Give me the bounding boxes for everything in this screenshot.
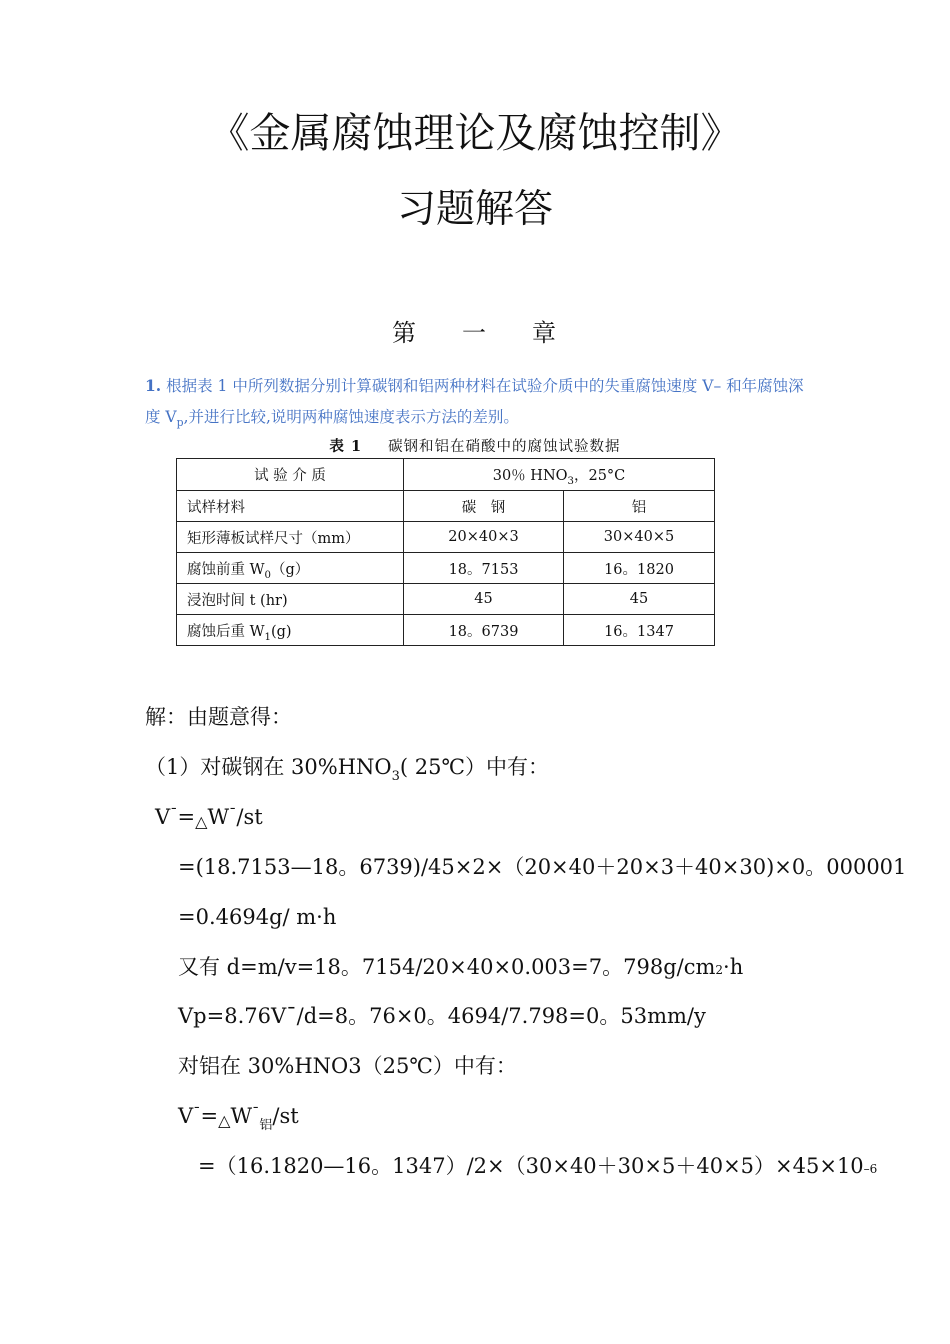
table-cell: 18。6739 — [404, 615, 564, 646]
chapter-word-3: 章 — [532, 319, 558, 347]
corrosion-data-table — [176, 458, 715, 646]
table-cell: 30％ $HNO_3$，25°C — [404, 459, 715, 491]
table-cell: 试 验 介 质 — [177, 459, 404, 491]
table-cell: 腐蚀后重 $W_1(g)$ — [177, 615, 404, 646]
table-cell: 16。1820 — [564, 553, 715, 584]
solution-al-heading: 对铝在 30%HNO3（25℃）中有： — [178, 1054, 517, 1078]
table-row — [177, 491, 715, 522]
solution-al-v-definition: $V^¯=\triangle W^¯_铝/st$ — [178, 1104, 299, 1133]
table-cell: 试样材料 — [177, 491, 404, 522]
table-cell: 30×40×5 — [564, 522, 715, 553]
table-cell: 18。7153 — [404, 553, 564, 584]
solution-vp: Vp=8.76V¯/d=8。76×0。4694/7.798=0。53mm/y — [178, 1004, 706, 1028]
solution-intro: 解：由题意得： — [145, 705, 292, 729]
table-caption — [0, 437, 950, 457]
solution-calc-2: =0.4694g/ m·h — [178, 905, 337, 929]
table-cell: 45 — [564, 584, 715, 615]
table-cell: 矩形薄板试样尺寸（mm） — [177, 522, 404, 553]
document-subtitle: 习题解答 — [396, 187, 553, 232]
table-caption-label: 表 1 — [329, 438, 363, 455]
table-cell: 腐蚀前重 $W_0(g)$ — [177, 553, 404, 584]
chapter-heading — [0, 316, 950, 350]
table-cell: 45 — [404, 584, 564, 615]
solution-steel-heading: （1）对碳钢在 $30\%HNO_3$( 25℃）中有： — [145, 755, 549, 784]
question-text-b: ,并进行比较,说明两种腐蚀速度表示方法的差别。 — [183, 408, 519, 426]
table-cell: 20×40×3 — [404, 522, 564, 553]
table-caption-text: 碳钢和铝在硝酸中的腐蚀试验数据 — [388, 439, 621, 455]
question-text-sub: p — [176, 416, 184, 429]
table-row — [177, 584, 715, 615]
table-cell: 碳 钢 — [404, 491, 564, 522]
table-row — [177, 522, 715, 553]
chapter-word-2: 一 — [462, 319, 488, 347]
question-text-a: 根据表 1 中所列数据分别计算碳钢和铝两种材料在试验介质中的失重腐蚀速度 V– 和年腐蚀深度 V — [145, 377, 804, 426]
solution-calc-1: =(18.7153—18。6739)/45×2×（20×40＋20×3＋40×30)×0。000001 — [178, 855, 907, 879]
table-row — [177, 553, 715, 584]
question-number: 1. — [145, 376, 162, 395]
table-cell: 16。1347 — [564, 615, 715, 646]
table-cell: 铝 — [564, 491, 715, 522]
question-1 — [145, 370, 815, 433]
document-title: 《金属腐蚀理论及腐蚀控制》 — [208, 109, 742, 157]
solution-al-calc: =（16.1820—16。1347）/2×（30×40＋30×5＋40×5）×45×10–6 — [198, 1154, 878, 1178]
table-cell: 浸泡时间 t (hr) — [177, 584, 404, 615]
chapter-word-1: 第 — [392, 319, 418, 347]
table-row — [177, 459, 715, 491]
solution-v-definition: V¯=△W¯/st — [155, 805, 263, 831]
table-row — [177, 615, 715, 646]
solution-density: 又有 d=m/v=18。7154/20×40×0.003=7。798g/cm2·h — [178, 955, 744, 979]
